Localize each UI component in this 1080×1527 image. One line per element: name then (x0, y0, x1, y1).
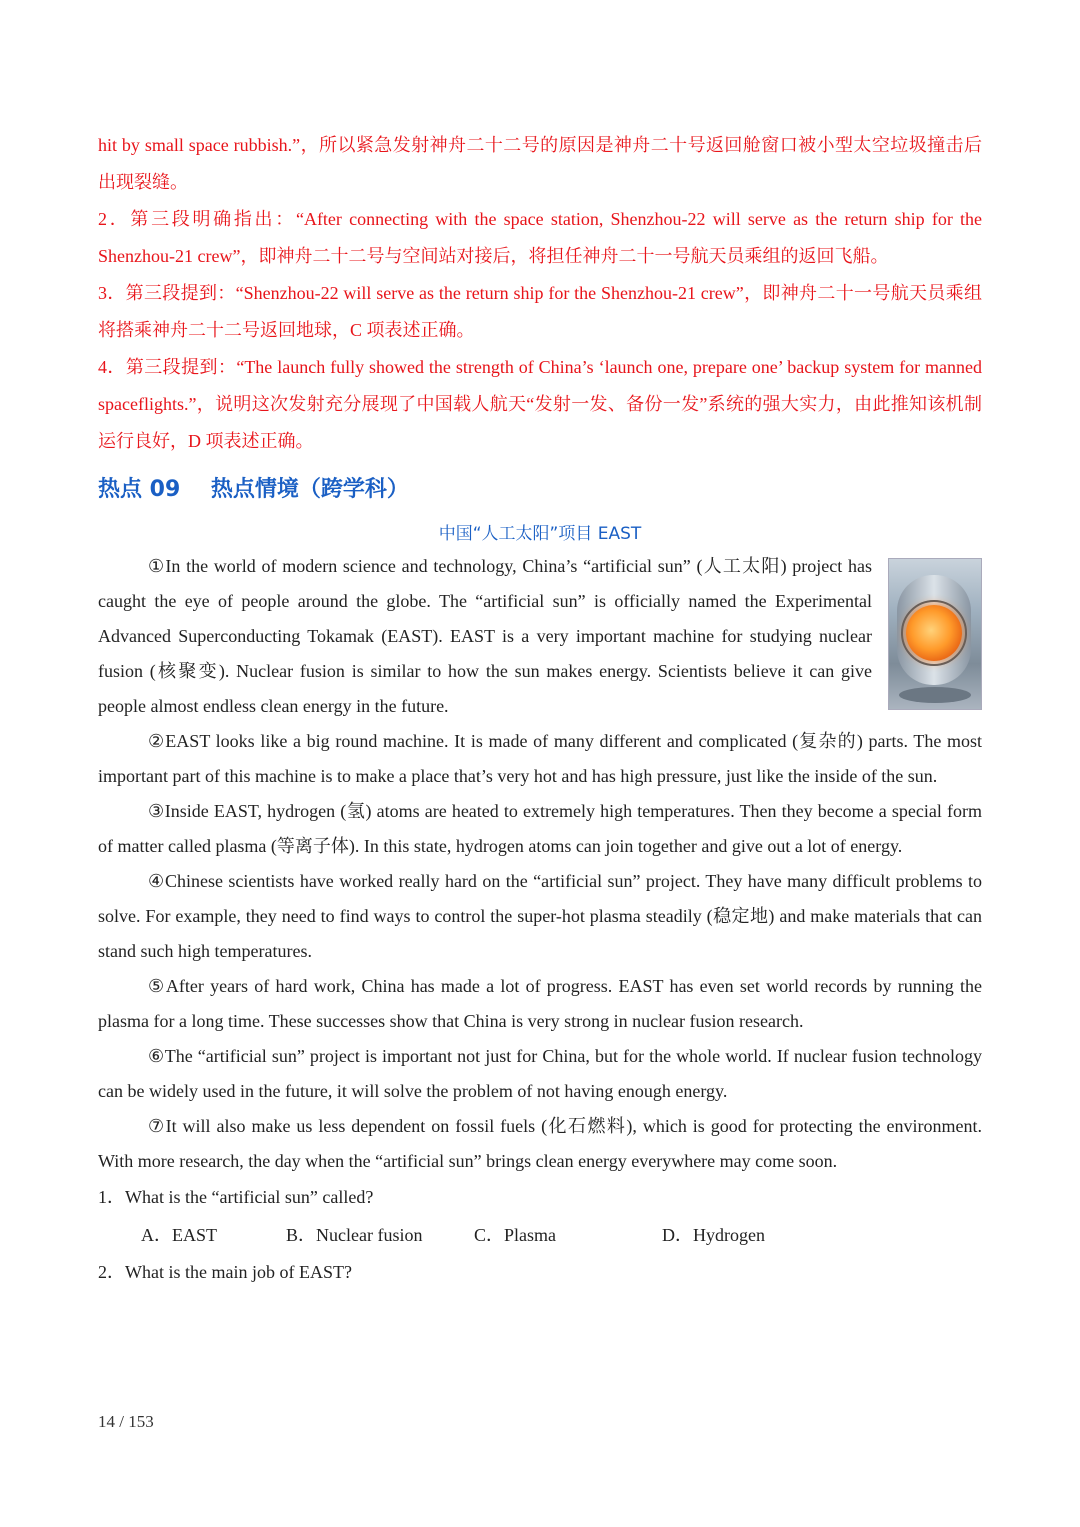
explanation-line: hit by small space rubbish.”，所以紧急发射神舟二十二号的原因是神舟二十号返回舱窗口被小型太空垃圾撞击后出现裂缝。 (98, 135, 982, 192)
option-a: A．EAST (141, 1225, 217, 1245)
question-1-options (98, 1216, 982, 1254)
article-paragraph: ③Inside EAST, hydrogen (氢) atoms are heated to extremely high temperatures. Then they become a special form of matter called plasma (等离子体). In this state, hydrogen atoms can join together and give out a lot of energy. (98, 801, 982, 856)
article-paragraph: ⑥The “artificial sun” project is important not just for China, but for the whole world. If nuclear fusion technology can be widely used in the future, it will solve the problem of not having enough energy. (98, 1046, 982, 1101)
article-title: 中国“人工太阳”项目 EAST (438, 524, 642, 544)
question-1: 1．What is the “artificial sun” called? (98, 1187, 374, 1207)
plasma-sun-shape (906, 605, 962, 661)
explanation-line: 4．第三段提到：“The launch fully showed the strength of China’s ‘launch one, prepare one’ backup system for manned spaceflights.”，说明这次发射充分展现了中国载人航天“发射一发、备份一发”系统的强大实力，由此推知该机制运行良好，D 项表述正确。 (98, 357, 982, 451)
article-paragraph: ②EAST looks like a big round machine. It is made of many different and complicated (复杂的) parts. The most important part of this machine is to make a place that’s very hot and has high pressure, just like the inside of the sun. (98, 731, 982, 786)
artificial-sun-image (888, 558, 982, 710)
section-heading: 热点 09 热点情境（跨学科） (98, 477, 409, 502)
question-2: 2．What is the main job of EAST? (98, 1262, 352, 1282)
question-section (98, 1179, 982, 1291)
option-d: D．Hydrogen (662, 1225, 765, 1245)
page-number: 14 / 153 (98, 1412, 154, 1431)
article-paragraph: ⑤After years of hard work, China has made a lot of progress. EAST has even set world records by running the plasma for a long time. These successes show that China is very strong in nuclear fusion research. (98, 976, 982, 1031)
explanation-line: 3．第三段提到：“Shenzhou-22 will serve as the return ship for the Shenzhou-21 crew”，即神舟二十一号航天员乘组将搭乘神舟二十二号返回地球，C 项表述正确。 (98, 283, 982, 340)
option-c: C．Plasma (474, 1225, 557, 1245)
reactor-base-shape (899, 687, 971, 703)
article-paragraph: ④Chinese scientists have worked really hard on the “artificial sun” project. They have many difficult problems to solve. For example, they need to find ways to control the super-hot plasma steadily (稳定地) and make materials that can stand such high temperatures. (98, 871, 982, 961)
answer-explanation (98, 127, 982, 460)
option-b: B．Nuclear fusion (286, 1225, 423, 1245)
article-paragraph: ①In the world of modern science and technology, China’s “artificial sun” (人工太阳) project has caught the eye of people around the globe. The “artificial sun” is officially named the Experimental Advanced Superconducting Tokamak (EAST). EAST is a very important machine for studying nuclear fusion (核聚变). Nuclear fusion is similar to how the sun makes energy. Scientists believe it can give people almost endless clean energy in the future. (98, 556, 872, 716)
article-paragraph: ⑦It will also make us less dependent on fossil fuels (化石燃料), which is good for protecting the environment. With more research, the day when the “artificial sun” brings clean energy everywhere may come soon. (98, 1116, 982, 1171)
explanation-line: 2．第三段明确指出：“After connecting with the space station, Shenzhou-22 will serve as the return ship for the Shenzhou-21 crew”，即神舟二十二号与空间站对接后，将担任神舟二十一号航天员乘组的返回飞船。 (98, 209, 982, 266)
article-body (98, 549, 982, 1179)
